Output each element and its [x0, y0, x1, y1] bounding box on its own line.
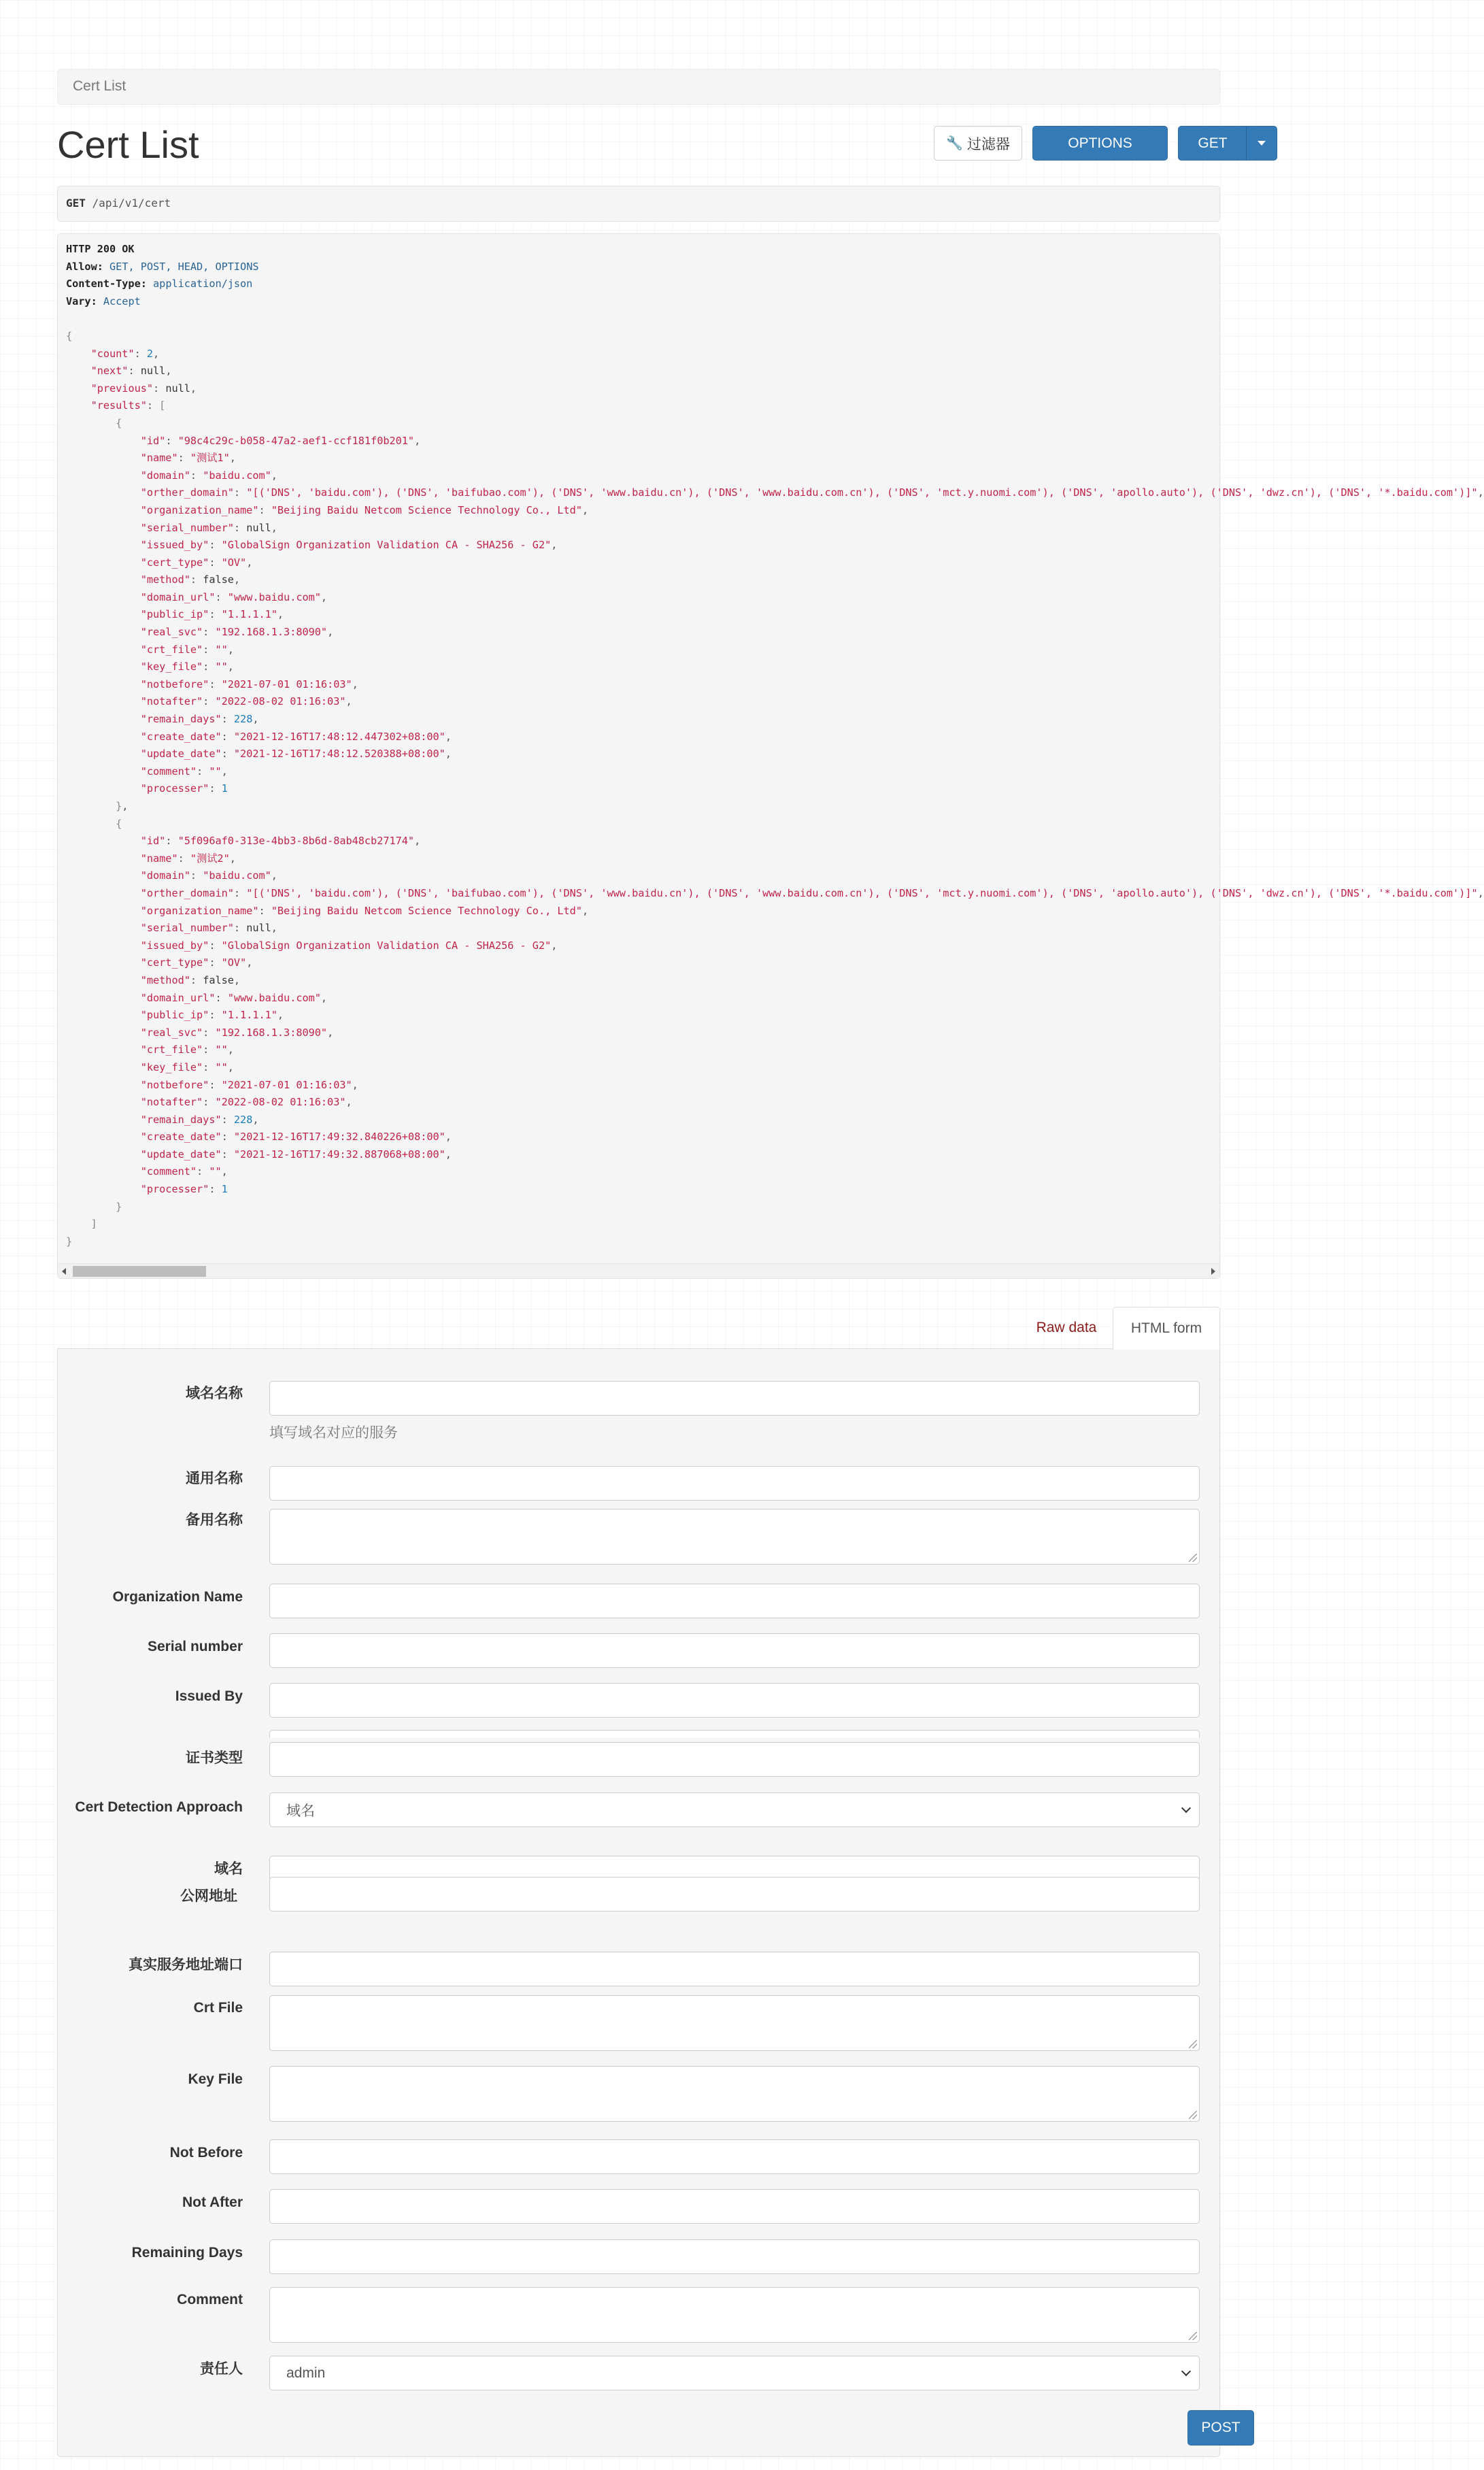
resize-grip-icon[interactable] [1189, 2332, 1197, 2340]
domain-input[interactable] [269, 1381, 1200, 1416]
alt-names-textarea[interactable] [269, 1509, 1200, 1565]
cert-type-label: 证书类型 [186, 1750, 243, 1766]
horizontal-scrollbar[interactable] [58, 1263, 1219, 1278]
cert-detection-label: Cert Detection Approach [75, 1799, 243, 1815]
response-body: HTTP 200 OK Allow: GET, POST, HEAD, OPTIONS Content-Type: application/json Vary: Accept { "count": 2, "next": null, "previous": null, "results": [ { "id": "98c4c29c-b058-47a2-aef1-ccf181f0b201", "name": "测试1", "domain": "baidu.com", "orther_domain": "[('DNS', 'baidu.com'), ('DNS', 'baifubao.com'), ('DNS', 'www.baidu.cn'), ('DNS', 'www.baidu.com.cn'), ('DNS', 'mct.y.nuomi.com'), ('DNS', 'apollo.auto'), ('DNS', 'dwz.cn'), ('DNS', '*.baidu.com')]", "organization_name": "Beijing Baidu Netcom Science Technology Co., Ltd", "serial_number": null, "issued_by": "GlobalSign Organization Validation CA - SHA256 - G2", "cert_type": "OV", "method": false, "domain_url": "www.baidu.com", "public_ip": "1.1.1.1", "real_svc": "192.168.1.3:8090", "crt_file": "", "key_file": "", "notbefore": "2021-07-01 01:16:03", "notafter": "2022-08-02 01:16:03", "remain_days": 228, "create_date": "2021-12-16T17:48:12.447302+08:00", "update_date": "2021-12-16T17:48:12.520388+08:00", "comment": "", "processer": 1 }, { "id": "5f096af0-313e-4bb3-8b6d-8ab48cb27174", "name": "测试2", "domain": "baidu.com", "orther_domain": "[('DNS', 'baidu.com'), ('DNS', 'baifubao.com'), ('DNS', 'www.baidu.cn'), ('DNS', 'www.baidu.com.cn'), ('DNS', 'mct.y.nuomi.com'), ('DNS', 'apollo.auto'), ('DNS', 'dwz.cn'), ('DNS', '*.baidu.com')]", "organization_name": "Beijing Baidu Netcom Science Technology Co., Ltd", "serial_number": null, "issued_by": "GlobalSign Organization Validation CA - SHA256 - G2", "cert_type": "OV", "method": false, "domain_url": "www.baidu.com", "public_ip": "1.1.1.1", "real_svc": "192.168.1.3:8090", "crt_file": "", "key_file": "", "notbefore": "2021-07-01 01:16:03", "notafter": "2022-08-02 01:16:03", "remain_days": 228, "create_date": "2021-12-16T17:49:32.840226+08:00", "update_date": "2021-12-16T17:49:32.887068+08:00", "comment": "", "processer": 1 } ] } [66, 243, 1484, 1248]
public-ip-input[interactable] [269, 1877, 1200, 1912]
request-info [57, 186, 1220, 222]
request-method: GET [66, 197, 86, 210]
owner-value: admin [286, 2365, 326, 2381]
chevron-down-icon [1181, 1803, 1191, 1812]
resize-grip-icon[interactable] [1189, 1554, 1197, 1562]
post-button[interactable]: POST [1187, 2410, 1254, 2446]
get-format-dropdown-toggle[interactable] [1246, 126, 1277, 161]
chevron-down-icon [1181, 2366, 1191, 2375]
crt-file-textarea[interactable] [269, 1995, 1200, 2051]
html-form [57, 1348, 1220, 2457]
issued-by-input[interactable] [269, 1683, 1200, 1718]
cert-detection-value: 域名 [286, 1803, 315, 1819]
organization-name-input[interactable] [269, 1584, 1200, 1618]
not-after-label: Not After [182, 2194, 243, 2210]
scroll-left-arrow-icon[interactable] [62, 1268, 66, 1275]
scroll-right-arrow-icon[interactable] [1211, 1268, 1215, 1275]
not-before-label: Not Before [169, 2145, 243, 2160]
resize-grip-icon[interactable] [1189, 2111, 1197, 2119]
domain-help-text: 填写域名对应的服务 [269, 1425, 398, 1441]
wrench-icon: 🔧 [946, 136, 963, 151]
not-after-input[interactable] [269, 2189, 1200, 2224]
filter-button[interactable] [934, 126, 1022, 161]
public-ip-label: 公网地址 [180, 1888, 237, 1904]
not-before-input[interactable] [269, 2139, 1200, 2174]
remaining-days-label: Remaining Days [131, 2245, 243, 2260]
serial-number-label: Serial number [147, 1639, 243, 1654]
tab-html-form[interactable]: HTML form [1113, 1307, 1220, 1350]
resize-grip-icon[interactable] [1189, 2040, 1197, 2048]
request-path: /api/v1/cert [92, 197, 171, 210]
common-name-input[interactable] [269, 1466, 1200, 1501]
caret-down-icon [1258, 141, 1266, 146]
scroll-thumb[interactable] [73, 1266, 206, 1277]
tab-raw-data[interactable]: Raw data [1036, 1320, 1097, 1335]
remaining-days-input[interactable] [269, 2239, 1200, 2274]
public-ip-row-clipped [58, 1888, 1214, 1914]
owner-select[interactable] [269, 2356, 1200, 2390]
alt-names-label: 备用名称 [186, 1512, 243, 1528]
clipped-field [269, 1730, 1200, 1738]
real-svc-input[interactable] [269, 1952, 1200, 1986]
crt-file-label: Crt File [193, 2000, 243, 2016]
comment-textarea[interactable] [269, 2287, 1200, 2343]
comment-label: Comment [177, 2292, 243, 2307]
issued-by-label: Issued By [175, 1688, 243, 1704]
breadcrumb [57, 69, 1220, 105]
filter-button-label: 过滤器 [966, 136, 1010, 152]
owner-label: 责任人 [200, 2361, 243, 2377]
serial-number-input[interactable] [269, 1633, 1200, 1668]
options-button[interactable]: OPTIONS [1032, 126, 1168, 161]
common-name-label: 通用名称 [186, 1471, 243, 1486]
real-svc-label: 真实服务地址端口 [129, 1957, 243, 1973]
page-title: Cert List [57, 123, 199, 166]
key-file-textarea[interactable] [269, 2066, 1200, 2122]
domain-url-label: 域名 [214, 1861, 243, 1877]
key-file-label: Key File [188, 2071, 243, 2087]
get-button[interactable]: GET [1178, 126, 1247, 161]
domain-label: 域名名称 [186, 1386, 243, 1401]
cert-type-input[interactable] [269, 1742, 1200, 1777]
breadcrumb-item-current[interactable]: Cert List [73, 78, 127, 94]
organization-name-label: Organization Name [112, 1589, 243, 1605]
response-info[interactable] [57, 233, 1484, 1279]
cert-detection-select[interactable] [269, 1792, 1200, 1827]
